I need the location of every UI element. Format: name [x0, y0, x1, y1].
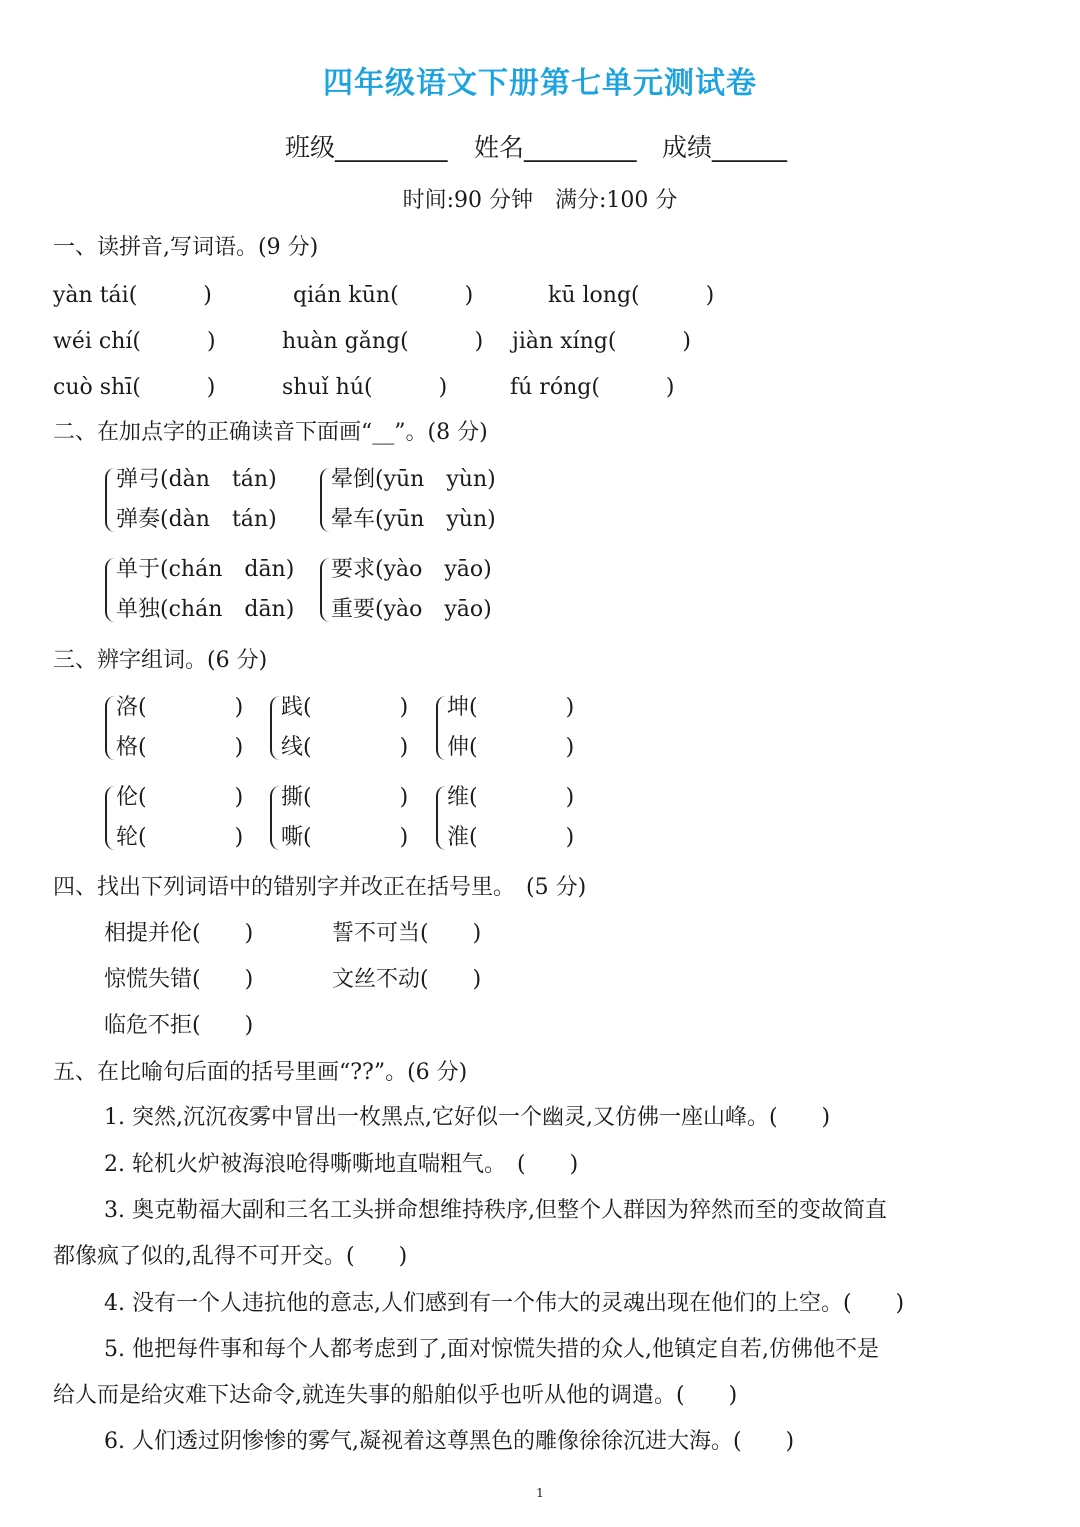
question-3-cont[interactable]: 都像疯了似的,乱得不可开交。( ) [53, 1244, 408, 1269]
section-3-heading: 三、辨字组词。(6 分) [53, 648, 268, 673]
brace-left [436, 696, 447, 760]
reading-item[interactable]: 晕倒(yūn yùn) [331, 467, 496, 492]
correction-item[interactable]: 惊慌失错( ) [104, 967, 254, 992]
question-3: 3. 奥克勒福大副和三名工头拼命想维持秩序,但整个人群因为猝然而至的变故简直 [104, 1198, 887, 1223]
section-1-heading: 一、读拼音,写词语。(9 分) [53, 235, 319, 260]
word-item[interactable]: 线( ) [281, 735, 409, 760]
correction-item[interactable]: 相提并伦( ) [104, 921, 254, 946]
section-2-heading: 二、在加点字的正确读音下面画“__”。(8 分) [53, 420, 488, 445]
pinyin-item[interactable]: wéi chí( ) [53, 329, 216, 354]
correction-item[interactable]: 临危不拒( ) [104, 1013, 254, 1038]
time-info: 时间:90 分钟 满分:100 分 [402, 188, 678, 213]
word-item[interactable]: 践( ) [281, 695, 409, 720]
brace-left [270, 786, 281, 850]
word-item[interactable]: 坤( ) [447, 695, 575, 720]
question-5: 5. 他把每件事和每个人都考虑到了,面对惊慌失措的众人,他镇定自若,仿佛他不是 [104, 1337, 879, 1362]
section-5-heading: 五、在比喻句后面的括号里画“??”。(6 分) [53, 1060, 468, 1085]
word-item[interactable]: 撕( ) [281, 785, 409, 810]
reading-item[interactable]: 要求(yào yāo) [331, 557, 492, 582]
pinyin-item[interactable]: huàn gǎng( ) [282, 329, 484, 354]
page-number: 1 [536, 1486, 544, 1500]
reading-item[interactable]: 晕车(yūn yùn) [331, 507, 496, 532]
brace-left [436, 786, 447, 850]
pinyin-item[interactable]: kū long( ) [548, 283, 715, 308]
pinyin-item[interactable]: cuò shī( ) [53, 375, 216, 400]
page-title: 四年级语文下册第七单元测试卷 [323, 66, 757, 101]
question-4[interactable]: 4. 没有一个人违抗他的意志,人们感到有一个伟大的灵魂出现在他们的上空。( ) [104, 1291, 905, 1316]
class-field[interactable]: 班级_________ [285, 133, 448, 162]
word-item[interactable]: 轮( ) [116, 825, 244, 850]
name-field[interactable]: 姓名_________ [474, 133, 637, 162]
pinyin-item[interactable]: shuǐ hú( ) [282, 375, 448, 400]
question-1[interactable]: 1. 突然,沉沉夜雾中冒出一枚黑点,它好似一个幽灵,又仿佛一座山峰。( ) [104, 1105, 831, 1130]
brace-left [320, 468, 331, 532]
correction-item[interactable]: 誓不可当( ) [332, 921, 482, 946]
brace-left [105, 468, 116, 532]
word-item[interactable]: 嘶( ) [281, 825, 409, 850]
question-6[interactable]: 6. 人们透过阴惨惨的雾气,凝视着这尊黑色的雕像徐徐沉进大海。( ) [104, 1429, 795, 1454]
word-item[interactable]: 洛( ) [116, 695, 244, 720]
reading-item[interactable]: 弹奏(dàn tán) [116, 507, 277, 532]
pinyin-item[interactable]: qián kūn( ) [293, 283, 474, 308]
brace-left [270, 696, 281, 760]
reading-item[interactable]: 弹弓(dàn tán) [116, 467, 277, 492]
question-2[interactable]: 2. 轮机火炉被海浪呛得嘶嘶地直喘粗气。 ( ) [104, 1152, 579, 1177]
word-item[interactable]: 伦( ) [116, 785, 244, 810]
word-item[interactable]: 格( ) [116, 735, 244, 760]
pinyin-item[interactable]: yàn tái( ) [53, 283, 212, 308]
reading-item[interactable]: 单于(chán dān) [116, 557, 295, 582]
word-item[interactable]: 淮( ) [447, 825, 575, 850]
word-item[interactable]: 维( ) [447, 785, 575, 810]
question-5-cont[interactable]: 给人而是给灾难下达命令,就连失事的船舶似乎也听从他的调遣。( ) [53, 1383, 738, 1408]
brace-left [105, 696, 116, 760]
reading-item[interactable]: 重要(yào yāo) [331, 597, 492, 622]
section-4-heading: 四、找出下列词语中的错别字并改正在括号里。 (5 分) [53, 875, 587, 900]
pinyin-item[interactable]: jiàn xíng( ) [512, 329, 691, 354]
correction-item[interactable]: 文丝不动( ) [332, 967, 482, 992]
brace-left [105, 558, 116, 622]
score-field[interactable]: 成绩______ [662, 133, 788, 162]
pinyin-item[interactable]: fú róng( ) [510, 375, 675, 400]
brace-left [320, 558, 331, 622]
reading-item[interactable]: 单独(chán dān) [116, 597, 295, 622]
word-item[interactable]: 伸( ) [447, 735, 575, 760]
brace-left [105, 786, 116, 850]
